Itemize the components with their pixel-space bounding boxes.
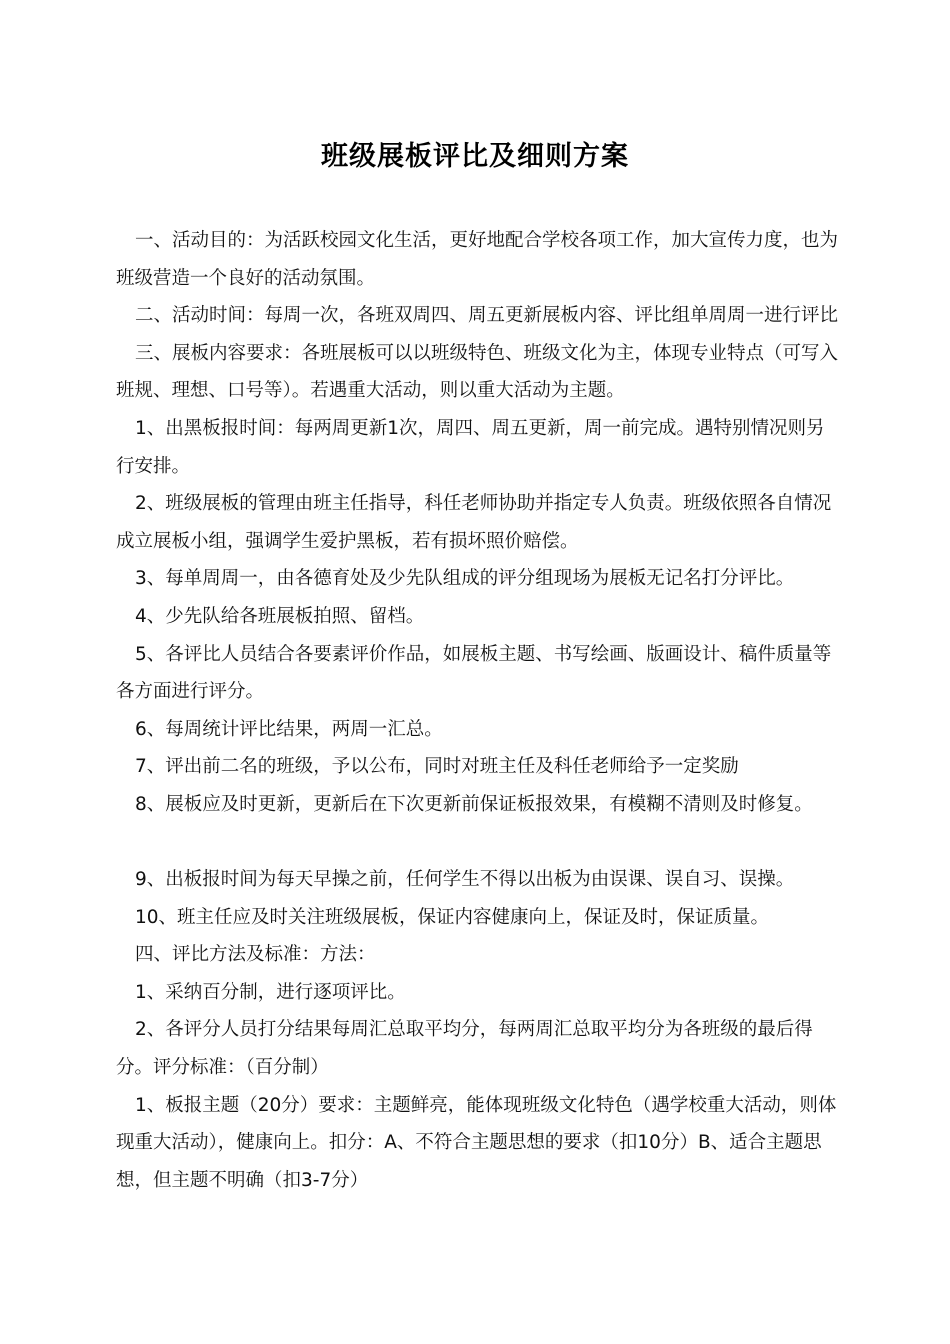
paragraph-evaluation-method: 四、评比方法及标准：方法： bbox=[135, 944, 376, 966]
paragraph-content-requirements: 三、展板内容要求：各班展板可以以班级特色、班级文化为主，体现专业特点（可写入班规、理想、口号等）。若遇重大活动，则以重大活动为主题。 bbox=[116, 342, 839, 402]
paragraph-item-10: 10、班主任应及时关注班级展板，保证内容健康向上，保证及时，保证质量。 bbox=[135, 906, 770, 928]
paragraph-purpose: 一、活动目的：为活跃校园文化生活，更好地配合学校各项工作，加大宣传力度，也为班级营造一个良好的活动氛围。 bbox=[116, 230, 839, 289]
blank-line bbox=[116, 824, 838, 862]
document-body bbox=[116, 222, 838, 1199]
paragraph-item-9: 9、出板报时间为每天早操之前，任何学生不得以出板为由误课、误自习、误操。 bbox=[135, 869, 795, 891]
paragraph-item-8: 8、展板应及时更新，更新后在下次更新前保证板报效果，有模糊不清则及时修复。 bbox=[135, 793, 813, 815]
paragraph-time: 二、活动时间：每周一次，各班双周四、周五更新展板内容、评比组单周周一进行评比 bbox=[135, 305, 839, 327]
paragraph-item-7: 7、评出前二名的班级，予以公布，同时对班主任及科任老师给予一定奖励 bbox=[135, 756, 739, 778]
paragraph-method-2: 2、各评分人员打分结果每周汇总取平均分，每两周汇总取平均分为各班级的最后得分。评分标准：（百分制） bbox=[116, 1019, 813, 1079]
paragraph-standard-1: 1、板报主题（20分）要求：主题鲜亮，能体现班级文化特色（遇学校重大活动，则体现重大活动），健康向上。扣分：A、不符合主题思想的要求（扣10分）B、适合主题思想，但主题不明确（扣3-7分） bbox=[116, 1094, 837, 1191]
document-title: 班级展板评比及细则方案 bbox=[321, 141, 629, 172]
paragraph-item-4: 4、少先队给各班展板拍照、留档。 bbox=[135, 605, 425, 627]
paragraph-method-1: 1、采纳百分制，进行逐项评比。 bbox=[135, 981, 406, 1003]
paragraph-item-5: 5、各评比人员结合各要素评价作品，如展板主题、书写绘画、版画设计、稿件质量等各方面进行评分。 bbox=[116, 643, 832, 703]
paragraph-item-1: 1、出黑板报时间：每两周更新1次，周四、周五更新，周一前完成。遇特别情况则另行安排。 bbox=[116, 417, 825, 477]
paragraph-item-2: 2、班级展板的管理由班主任指导，科任老师协助并指定专人负责。班级依照各自情况成立展板小组，强调学生爱护黑板，若有损坏照价赔偿。 bbox=[116, 493, 832, 552]
paragraph-item-6: 6、每周统计评比结果，两周一汇总。 bbox=[135, 718, 443, 740]
paragraph-item-3: 3、每单周周一，由各德育处及少先队组成的评分组现场为展板无记名打分评比。 bbox=[135, 568, 795, 590]
